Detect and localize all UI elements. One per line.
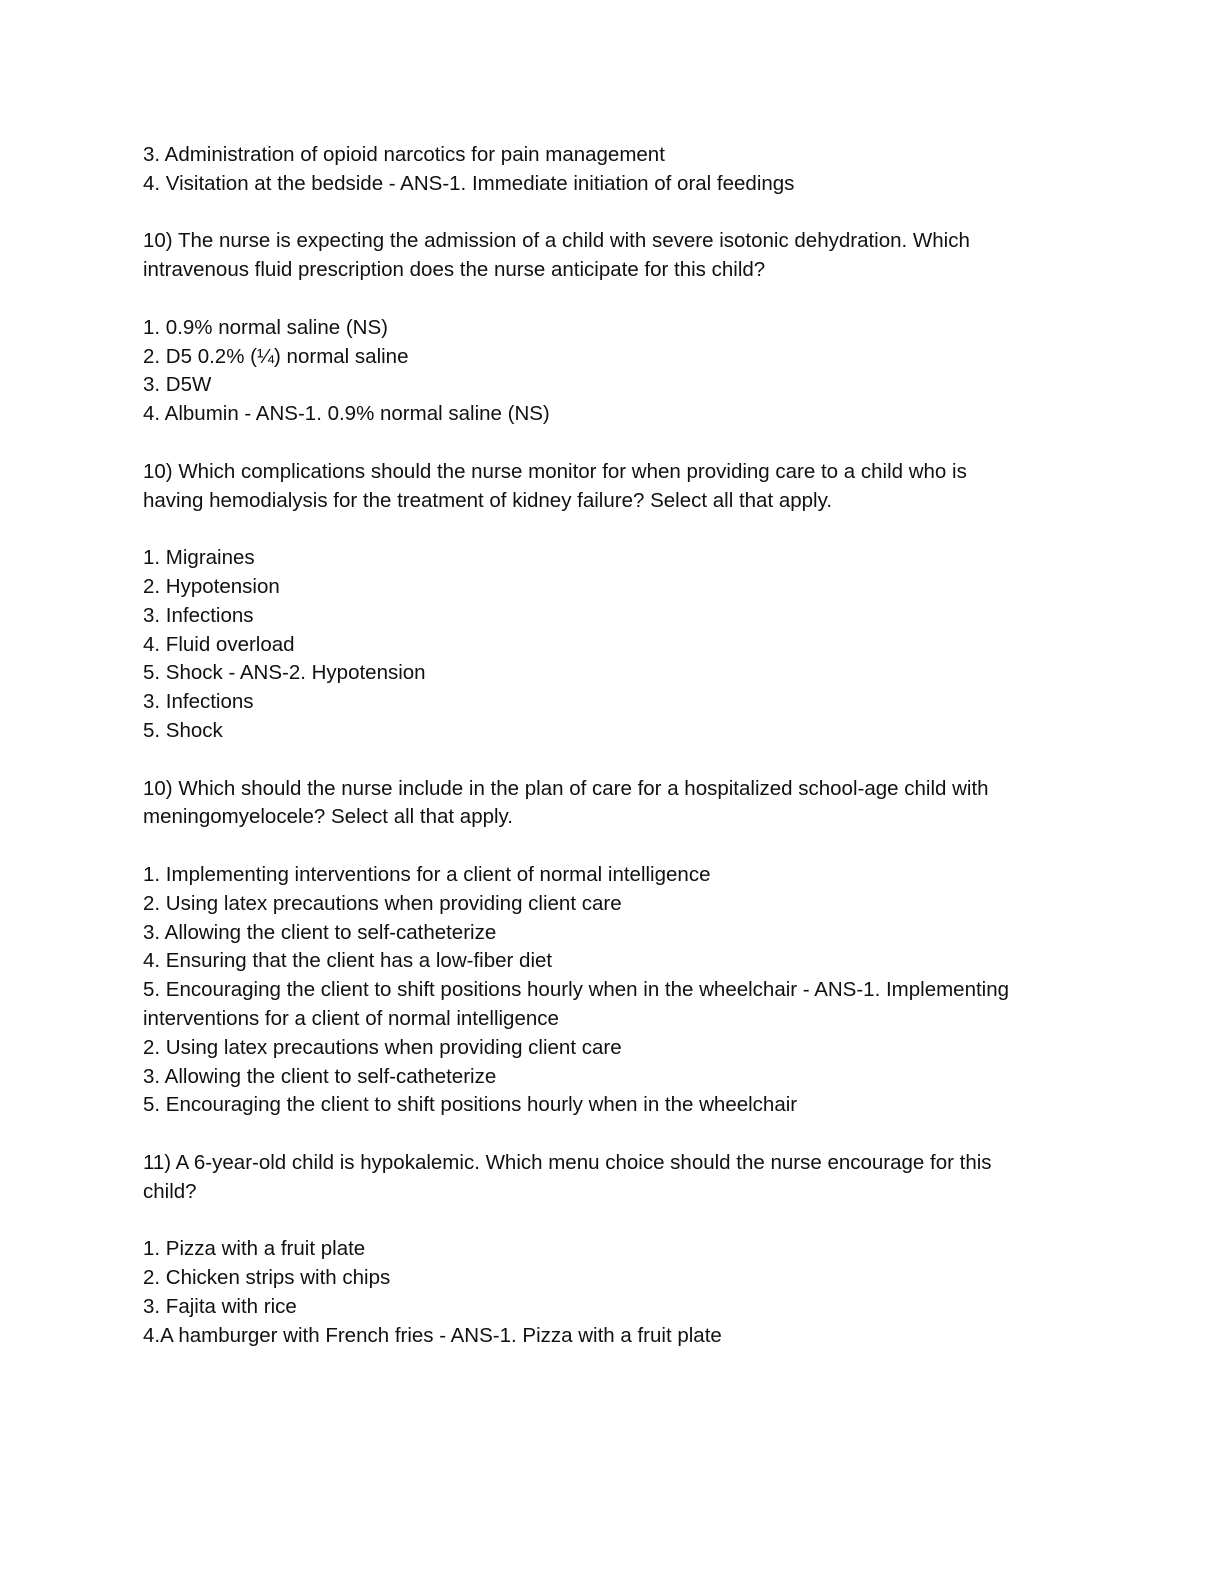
option-line: 2. D5 0.2% (¼) normal saline xyxy=(143,344,409,368)
question-text: 10) The nurse is expecting the admission of a child with severe isotonic dehydration. Which xyxy=(143,229,970,253)
question-text: intravenous fluid prescription does the nurse anticipate for this child? xyxy=(143,258,766,282)
paragraph-gap xyxy=(143,285,1078,314)
option-line: 5. Encouraging the client to shift positions hourly when in the wheelchair - ANS-1. Implementing xyxy=(143,978,1010,1002)
option-line: 3. Allowing the client to self-catheterize xyxy=(143,920,497,944)
option-line: interventions for a client of normal intelligence xyxy=(143,1006,559,1030)
paragraph-gap xyxy=(143,1120,1078,1149)
option-line: 4. Ensuring that the client has a low-fiber diet xyxy=(143,949,553,973)
paragraph-gap xyxy=(143,832,1078,861)
text-line: 3. Administration of opioid narcotics for pain management xyxy=(143,143,665,166)
option-line: 3. Infections xyxy=(143,603,254,627)
options-meningomyelocele xyxy=(143,861,1078,1120)
option-line: 2. Hypotension xyxy=(143,574,280,598)
question-dehydration xyxy=(143,227,1078,285)
options-dehydration xyxy=(143,314,1078,429)
option-line: 2. Using latex precautions when providing client care xyxy=(143,891,622,915)
text-line: 4. Visitation at the bedside - ANS-1. Immediate initiation of oral feedings xyxy=(143,171,795,195)
option-line: 1. Pizza with a fruit plate xyxy=(143,1237,366,1261)
options-hemodialysis xyxy=(143,544,1078,746)
option-line: 1. 0.9% normal saline (NS) xyxy=(143,315,388,339)
option-line: 4. Albumin - ANS-1. 0.9% normal saline (NS) xyxy=(143,402,550,426)
option-line: 1. Migraines xyxy=(143,546,255,570)
option-line: 3. Fajita with rice xyxy=(143,1294,297,1318)
option-line: 3. D5W xyxy=(143,373,212,397)
option-line: 2. Using latex precautions when providing client care xyxy=(143,1035,622,1059)
option-line: 5. Shock xyxy=(143,718,223,742)
question-text: 10) Which should the nurse include in the plan of care for a hospitalized school-age child with xyxy=(143,776,989,800)
paragraph-gap xyxy=(143,746,1078,775)
question-meningomyelocele xyxy=(143,775,1078,833)
text-block-answer-continuation xyxy=(143,141,1078,199)
option-line: 3. Allowing the client to self-catheterize xyxy=(143,1064,497,1088)
option-line: 4. Fluid overload xyxy=(143,632,295,656)
question-text: meningomyelocele? Select all that apply. xyxy=(143,805,513,829)
question-text: having hemodialysis for the treatment of kidney failure? Select all that apply. xyxy=(143,488,833,512)
option-line: 4.A hamburger with French fries - ANS-1. Pizza with a fruit plate xyxy=(143,1323,722,1347)
question-hemodialysis xyxy=(143,458,1078,516)
option-line: 1. Implementing interventions for a client of normal intelligence xyxy=(143,862,711,886)
question-text: 10) Which complications should the nurse monitor for when providing care to a child who is xyxy=(143,459,967,483)
paragraph-gap xyxy=(143,429,1078,458)
option-line: 3. Infections xyxy=(143,690,254,714)
option-line: 2. Chicken strips with chips xyxy=(143,1266,391,1290)
options-hypokalemic xyxy=(143,1235,1078,1350)
question-text: child? xyxy=(143,1179,197,1203)
document-page xyxy=(143,141,1078,1350)
paragraph-gap xyxy=(143,1206,1078,1235)
question-text: 11) A 6-year-old child is hypokalemic. Which menu choice should the nurse encourage for this xyxy=(143,1150,992,1174)
option-line: 5. Shock - ANS-2. Hypotension xyxy=(143,661,426,685)
question-hypokalemic xyxy=(143,1149,1078,1207)
option-line: 5. Encouraging the client to shift positions hourly when in the wheelchair xyxy=(143,1093,798,1117)
paragraph-gap xyxy=(143,515,1078,544)
paragraph-gap xyxy=(143,199,1078,228)
